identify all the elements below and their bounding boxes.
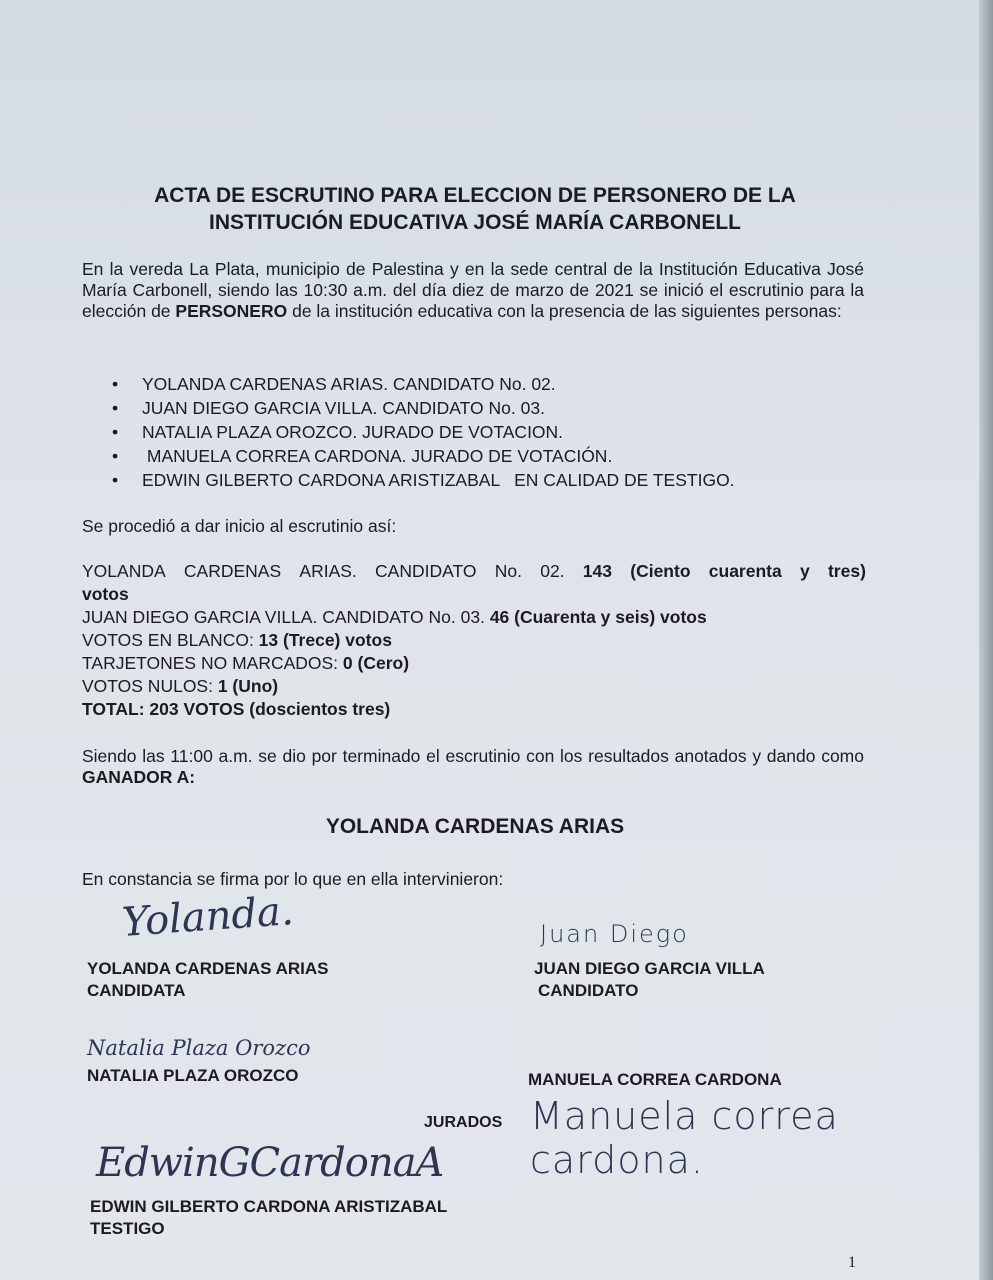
word: 143: [582, 561, 612, 581]
result-line-3: VOTOS EN BLANCO: 13 (Trece) votos: [82, 630, 392, 650]
signer-natalia: NATALIA PLAZA OROZCO: [87, 1066, 299, 1085]
attendee-item: • YOLANDA CARDENAS ARIAS. CANDIDATO No. 02.: [112, 372, 735, 396]
word: y: [799, 561, 810, 581]
attendee-item: • JUAN DIEGO GARCIA VILLA. CANDIDATO No. 03.: [112, 396, 735, 420]
attendee-item: • NATALIA PLAZA OROZCO. JURADO DE VOTACION.: [112, 420, 735, 444]
result-line-5: VOTOS NULOS: 1 (Uno): [82, 676, 279, 696]
title-line-2: INSTITUCIÓN EDUCATIVA JOSÉ MARÍA CARBONELL: [208, 211, 741, 234]
word: (Ciento: [630, 561, 691, 581]
intro-text-1: En la vereda La Plata, municipio de Palestina y en la sede central de la Institución Educativa José María Carbonell, siendo las 10:30 a.m. del día diez de marzo de 2021 se inició el escrutinio para la elección de: [82, 259, 864, 321]
word: CARDENAS: [183, 561, 282, 581]
jurados-label: JURADOS: [424, 1114, 503, 1131]
page-edge-shadow: [979, 0, 993, 1280]
procedure-text: Se procedió a dar inicio al escrutinio así:: [82, 516, 397, 536]
word: YOLANDA: [82, 561, 166, 581]
title-line-1: ACTA DE ESCRUTINO PARA ELECCION DE PERSONERO DE LA: [154, 184, 796, 207]
signature-edwin: EdwinGCardonaA: [96, 1140, 444, 1186]
closing-paragraph: Siendo las 11:00 a.m. se dio por terminado el escrutinio con los resultados anotados y dando como GANADOR A:: [82, 746, 864, 787]
results-block: [82, 560, 866, 721]
signer-edwin: EDWIN GILBERTO CARDONA ARISTIZABAL TESTIGO: [90, 1197, 448, 1238]
attendee-list: [112, 372, 735, 492]
word: 02.: [540, 561, 565, 581]
result-total: TOTAL: 203 VOTOS (doscientos tres): [82, 699, 391, 719]
signature-yolanda: Yolanda.: [120, 888, 295, 946]
word: ARIAS.: [299, 561, 357, 581]
result-line-4: TARJETONES NO MARCADOS: 0 (Cero): [82, 653, 410, 673]
attendee-item: • MANUELA CORREA CARDONA. JURADO DE VOTACIÓN.: [112, 444, 735, 468]
page-number: 1: [848, 1254, 856, 1271]
word: cuarenta: [708, 561, 782, 581]
constancy-text: En constancia se firma por lo que en ella intervinieron:: [82, 869, 504, 889]
word: tres): [827, 561, 866, 581]
result-line-2: JUAN DIEGO GARCIA VILLA. CANDIDATO No. 03. 46 (Cuarenta y seis) votos: [82, 607, 707, 627]
word: CANDIDATO: [375, 561, 477, 581]
word: No.: [494, 561, 522, 581]
signature-natalia: Natalia Plaza Orozco: [87, 1036, 311, 1060]
signer-yolanda: YOLANDA CARDENAS ARIAS CANDIDATA: [87, 959, 329, 1000]
result-line-1-cont: votos: [82, 584, 129, 604]
result-line-1: [82, 560, 866, 583]
document-title: [80, 182, 870, 236]
attendee-item: • EDWIN GILBERTO CARDONA ARISTIZABAL EN CALIDAD DE TESTIGO.: [112, 468, 735, 492]
intro-text-2: de la institución educativa con la presencia de las siguientes personas:: [287, 301, 842, 321]
intro-paragraph: [82, 259, 864, 322]
winner-name: YOLANDA CARDENAS ARIAS: [325, 815, 625, 838]
signature-juan: Juan Diego: [540, 920, 689, 948]
signer-juan: JUAN DIEGO GARCIA VILLA CANDIDATO: [534, 959, 765, 1000]
signature-manuela: Manuela correa cardona.: [530, 1094, 839, 1182]
signer-manuela: MANUELA CORREA CARDONA: [528, 1070, 782, 1089]
intro-bold: PERSONERO: [175, 301, 288, 321]
